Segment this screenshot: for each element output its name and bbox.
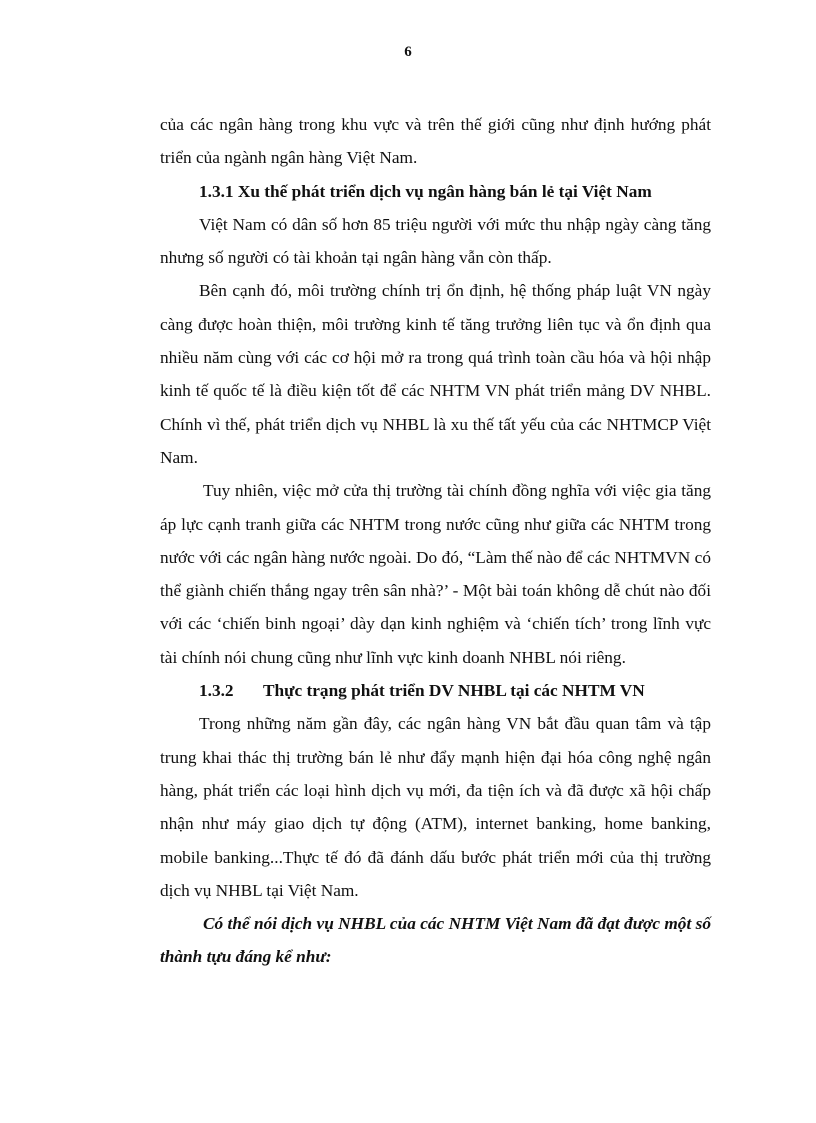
section-heading-1-3-1: 1.3.1 Xu thế phát triển dịch vụ ngân hàng bán lẻ tại Việt Nam bbox=[199, 181, 652, 201]
document-body bbox=[160, 108, 711, 974]
section-number: 1.3.2 bbox=[199, 681, 234, 701]
paragraph-competition: Tuy nhiên, việc mở cửa thị trường tài chính đồng nghĩa với việc gia tăng áp lực cạnh tranh giữa các NHTM trong nước cũng như giữa các NHTM trong nước với các ngân hàng nước ngoài. Do đó, “Làm thế nào để các NHTMVN có thể giành chiến thắng ngay trên sân nhà?’ - Một bài toán không dễ chút nào đối với các ‘chiến binh ngoại’ dày dạn kinh nghiệm và ‘chiến tích’ trong lĩnh vực tài chính nói chung cũng như lĩnh vực kinh doanh NHBL nói riêng. bbox=[160, 481, 711, 667]
paragraph-environment: Bên cạnh đó, môi trường chính trị ổn định, hệ thống pháp luật VN ngày càng được hoàn thiện, môi trường kinh tế tăng trưởng liên tục và ổn định qua nhiều năm cùng với các cơ hội mở ra trong quá trình toàn cầu hóa và hội nhập kinh tế quốc tế là điều kiện tốt để các NHTM VN phát triển mảng DV NHBL. Chính vì thế, phát triển dịch vụ NHBL là xu thế tất yếu của các NHTMCP Việt Nam. bbox=[160, 281, 711, 467]
paragraph-current-state: Trong những năm gần đây, các ngân hàng VN bắt đầu quan tâm và tập trung khai thác thị trường bán lẻ như đẩy mạnh hiện đại hóa công nghệ ngân hàng, phát triển các loại hình dịch vụ mới, đa tiện ích và đã được xã hội chấp nhận như máy giao dịch tự động (ATM), internet banking, home banking, mobile banking...Thực tế đó đã đánh dấu bước phát triển mới của thị trường dịch vụ NHBL tại Việt Nam. bbox=[160, 714, 711, 900]
paragraph-achievements-intro: Có thể nói dịch vụ NHBL của các NHTM Việt Nam đã đạt được một số thành tựu đáng kể như: bbox=[160, 914, 711, 967]
paragraph-population: Việt Nam có dân số hơn 85 triệu người với mức thu nhập ngày càng tăng nhưng số người có tài khoản tại ngân hàng vẫn còn thấp. bbox=[160, 214, 711, 268]
page-number: 6 bbox=[404, 44, 412, 60]
section-title: Thực trạng phát triển DV NHBL tại các NHTM VN bbox=[263, 681, 645, 701]
paragraph-continuation: của các ngân hàng trong khu vực và trên thế giới cũng như định hướng phát triển của ngành ngân hàng Việt Nam. bbox=[160, 115, 711, 168]
section-heading-1-3-2 bbox=[160, 674, 711, 707]
